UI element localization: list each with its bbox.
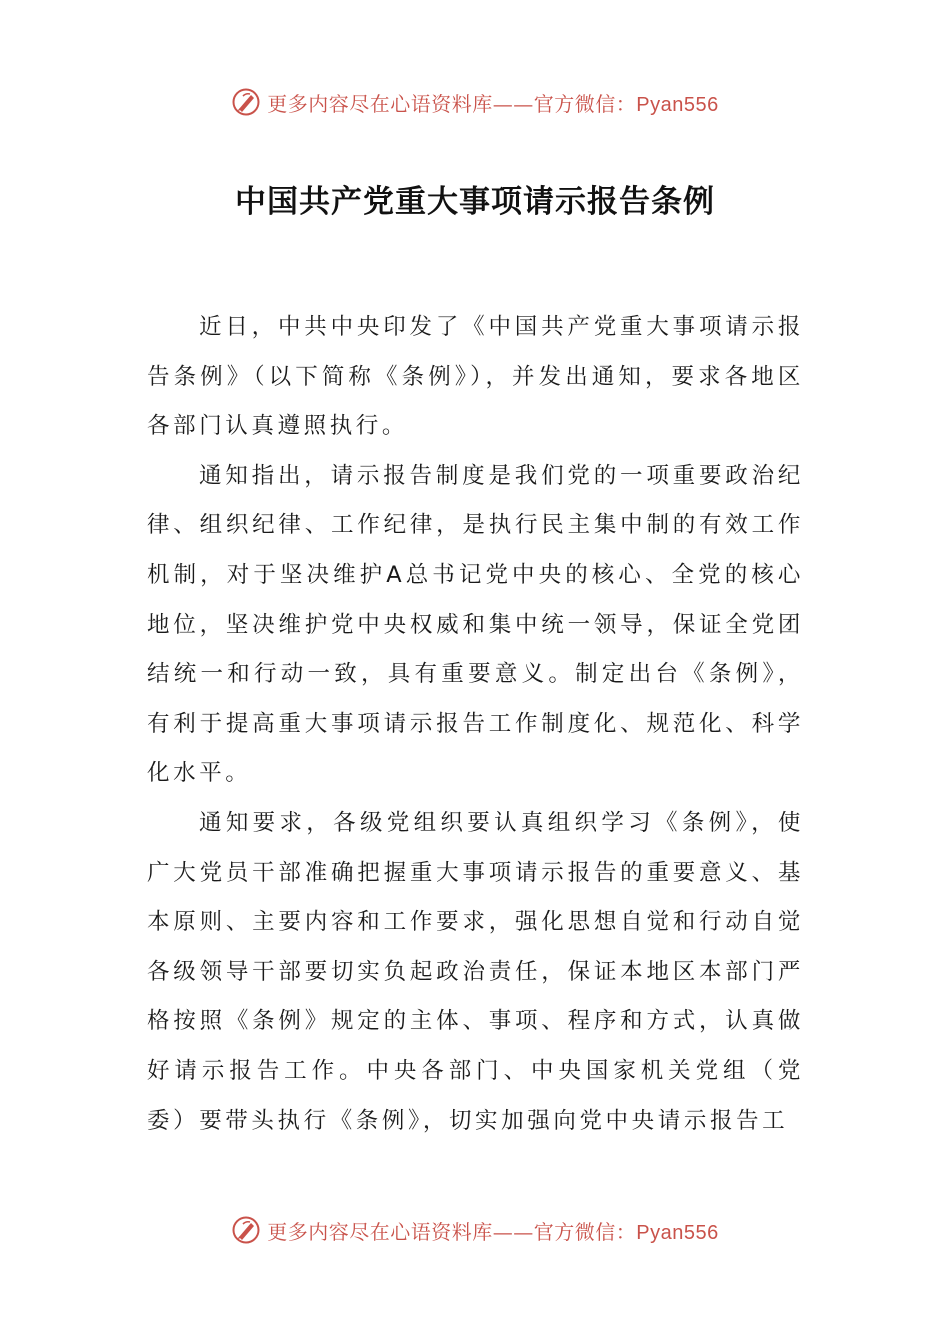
pen-logo-icon [231,87,261,117]
header-watermark-banner [0,82,950,122]
document-body [147,303,804,1146]
footer-banner-wechat-label: 官方微信： [533,1219,637,1244]
body-paragraph-3: 通知要求，各级党组织要认真组织学习《条例》，使广大党员干部准确把握重大事项请示报告的重要意义、基本原则、主要内容和工作要求，强化思想自觉和行动自觉各级领导干部要切实负起政治责任，保证本地区本部门严格按照《条例》规定的主体、事项、程序和方式，认真做好请示报告工作。中央各部门、中央国家机关党组（党委）要带头执行《条例》，切实加强向党中央请示报告工 [147,809,804,1134]
footer-watermark-banner [0,1210,950,1250]
header-banner-slogan: 更多内容尽在心语资料库 [267,91,493,116]
header-watermark-text [267,88,718,117]
footer-banner-slogan: 更多内容尽在心语资料库 [267,1219,493,1244]
pen-logo-icon [231,1215,261,1245]
header-banner-separator: —— [492,91,534,116]
body-paragraph-1: 近日，中共中央印发了《中国共产党重大事项请示报告条例》（以下简称《条例》），并发出通知，要求各地区各部门认真遵照执行。 [147,314,804,440]
document-title: 中国共产党重大事项请示报告条例 [235,184,715,220]
header-banner-wechat-id: Pyan556 [636,93,719,116]
footer-banner-wechat-id: Pyan556 [636,1221,719,1244]
footer-banner-separator: —— [492,1219,534,1244]
header-banner-wechat-label: 官方微信： [533,91,637,116]
body-paragraph-2: 通知指出，请示报告制度是我们党的一项重要政治纪律、组织纪律、工作纪律，是执行民主集中制的有效工作机制，对于坚决维护A总书记党中央的核心、全党的核心地位，坚决维护党中央权威和集中统一领导，保证全党团结统一和行动一致，具有重要意义。制定出台《条例》，有利于提高重大事项请示报告工作制度化、规范化、科学化水平。 [147,462,804,787]
footer-watermark-text [267,1216,718,1245]
